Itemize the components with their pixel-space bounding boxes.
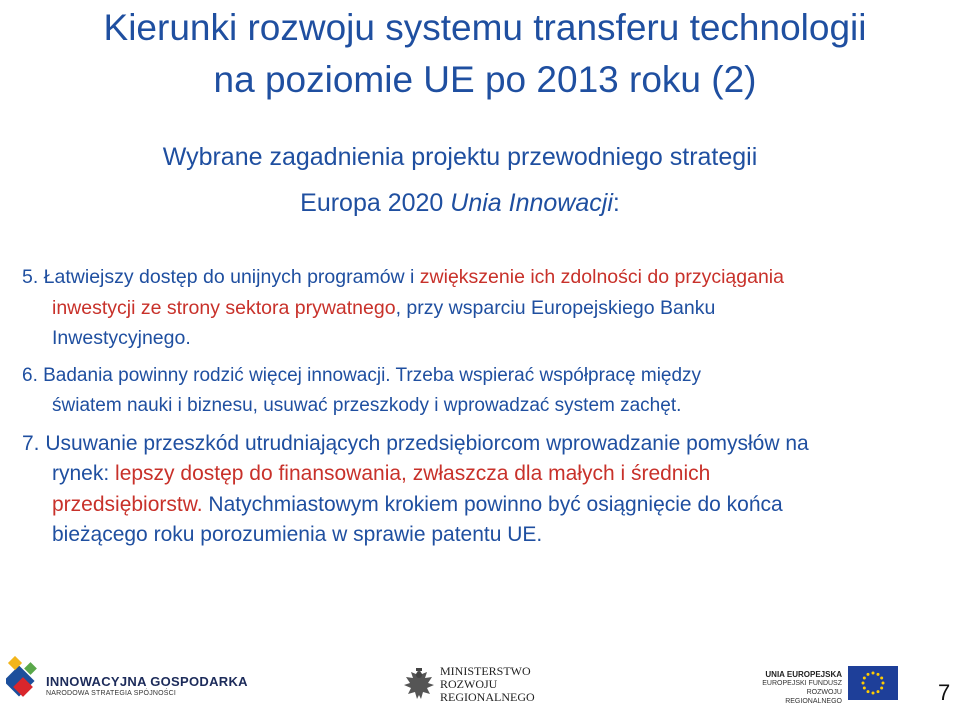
body-text: , przy wsparciu Europejskiego Banku (395, 296, 716, 319)
list-item-line (22, 262, 922, 293)
body-text: 7. Usuwanie przeszkód utrudniających przedsiębiorcom wprowadzanie pomysłów na (22, 431, 809, 455)
list-item-line (22, 490, 922, 521)
body-text: Natychmiastowym krokiem powinno być osiągnięcie do końca (202, 492, 783, 516)
highlighted-text: przedsiębiorstw. (52, 492, 203, 516)
innowacyjna-gospodarka-text (46, 674, 248, 697)
eu-sub-1: EUROPEJSKI FUNDUSZ (762, 680, 842, 687)
slide-body (22, 262, 922, 558)
ig-subtitle: NARODOWA STRATEGIA SPÓJNOŚCI (46, 690, 177, 697)
body-text: 6. Badania powinny rodzić więcej innowacji. Trzeba wspierać współpracę między (22, 364, 702, 386)
polish-eagle-emblem (402, 666, 436, 704)
innowacyjna-gospodarka-logo (6, 656, 42, 704)
list-item-line (22, 429, 922, 460)
ig-name: INNOWACYJNA GOSPODARKA (46, 674, 248, 689)
subtitle-italic: Unia Innowacji (450, 189, 613, 217)
subtitle-suffix: : (612, 189, 620, 217)
page-number: 7 (938, 680, 951, 705)
eu-star-icon (872, 672, 875, 675)
body-text: 5. Łatwiejszy dostęp do unijnych programów i (22, 266, 420, 288)
ministry-line-1: MINISTERSTWO (440, 664, 531, 678)
highlighted-text: zwiększenie ich zdolności do przyciągania (419, 266, 784, 288)
eu-star-icon (872, 692, 875, 695)
list-item-line (22, 520, 922, 551)
list-item (22, 429, 922, 551)
eu-star-icon (877, 673, 880, 676)
title-line-2: na poziomie UE po 2013 roku (2) (213, 59, 757, 100)
list-item (22, 262, 922, 354)
ministry-line-2: ROZWOJU (440, 677, 498, 691)
ministry-line-3: REGIONALNEGO (440, 690, 535, 704)
eu-star-icon (863, 687, 866, 690)
eu-name: UNIA EUROPEJSKA (765, 670, 842, 679)
slide-subtitle (40, 134, 880, 226)
eu-flag (848, 666, 898, 700)
body-text: bieżącego roku porozumienia w sprawie patentu UE. (52, 523, 543, 546)
eu-sub-2: ROZWOJU REGIONALNEGO (785, 689, 842, 705)
eu-star-icon (867, 690, 870, 693)
subtitle-prefix: Europa 2020 (300, 189, 451, 217)
body-text: Inwestycyjnego. (52, 327, 191, 349)
eu-star-icon (867, 673, 870, 676)
subtitle-line-2 (40, 180, 880, 226)
eu-star-icon (880, 677, 883, 680)
title-line-1: Kierunki rozwoju systemu transferu technologii (103, 7, 867, 48)
highlighted-text: inwestycji ze strony sektora prywatnego (52, 296, 396, 319)
footer-logos (0, 650, 960, 712)
list-item-line (22, 323, 922, 354)
list-item (22, 361, 922, 422)
body-text: rynek: (52, 462, 116, 485)
highlighted-text: lepszy dostęp do finansowania, zwłaszcza dla małych i średnich (115, 462, 711, 485)
list-item-line (22, 391, 922, 422)
eu-star-icon (862, 682, 865, 685)
eu-star-icon (863, 677, 866, 680)
list-item-line (22, 293, 922, 324)
list-item-line (22, 459, 922, 490)
subtitle-line-1: Wybrane zagadnienia projektu przewodniego strategii (162, 143, 758, 171)
eu-star-icon (882, 682, 885, 685)
eu-star-icon (880, 687, 883, 690)
eu-fund-text (752, 670, 842, 706)
ministry-name (440, 665, 535, 704)
list-item-line (22, 361, 922, 392)
body-text: światem nauki i biznesu, usuwać przeszkody i wprowadzać system zachęt. (52, 395, 682, 416)
eu-star-icon (877, 690, 880, 693)
slide-title (20, 2, 950, 106)
